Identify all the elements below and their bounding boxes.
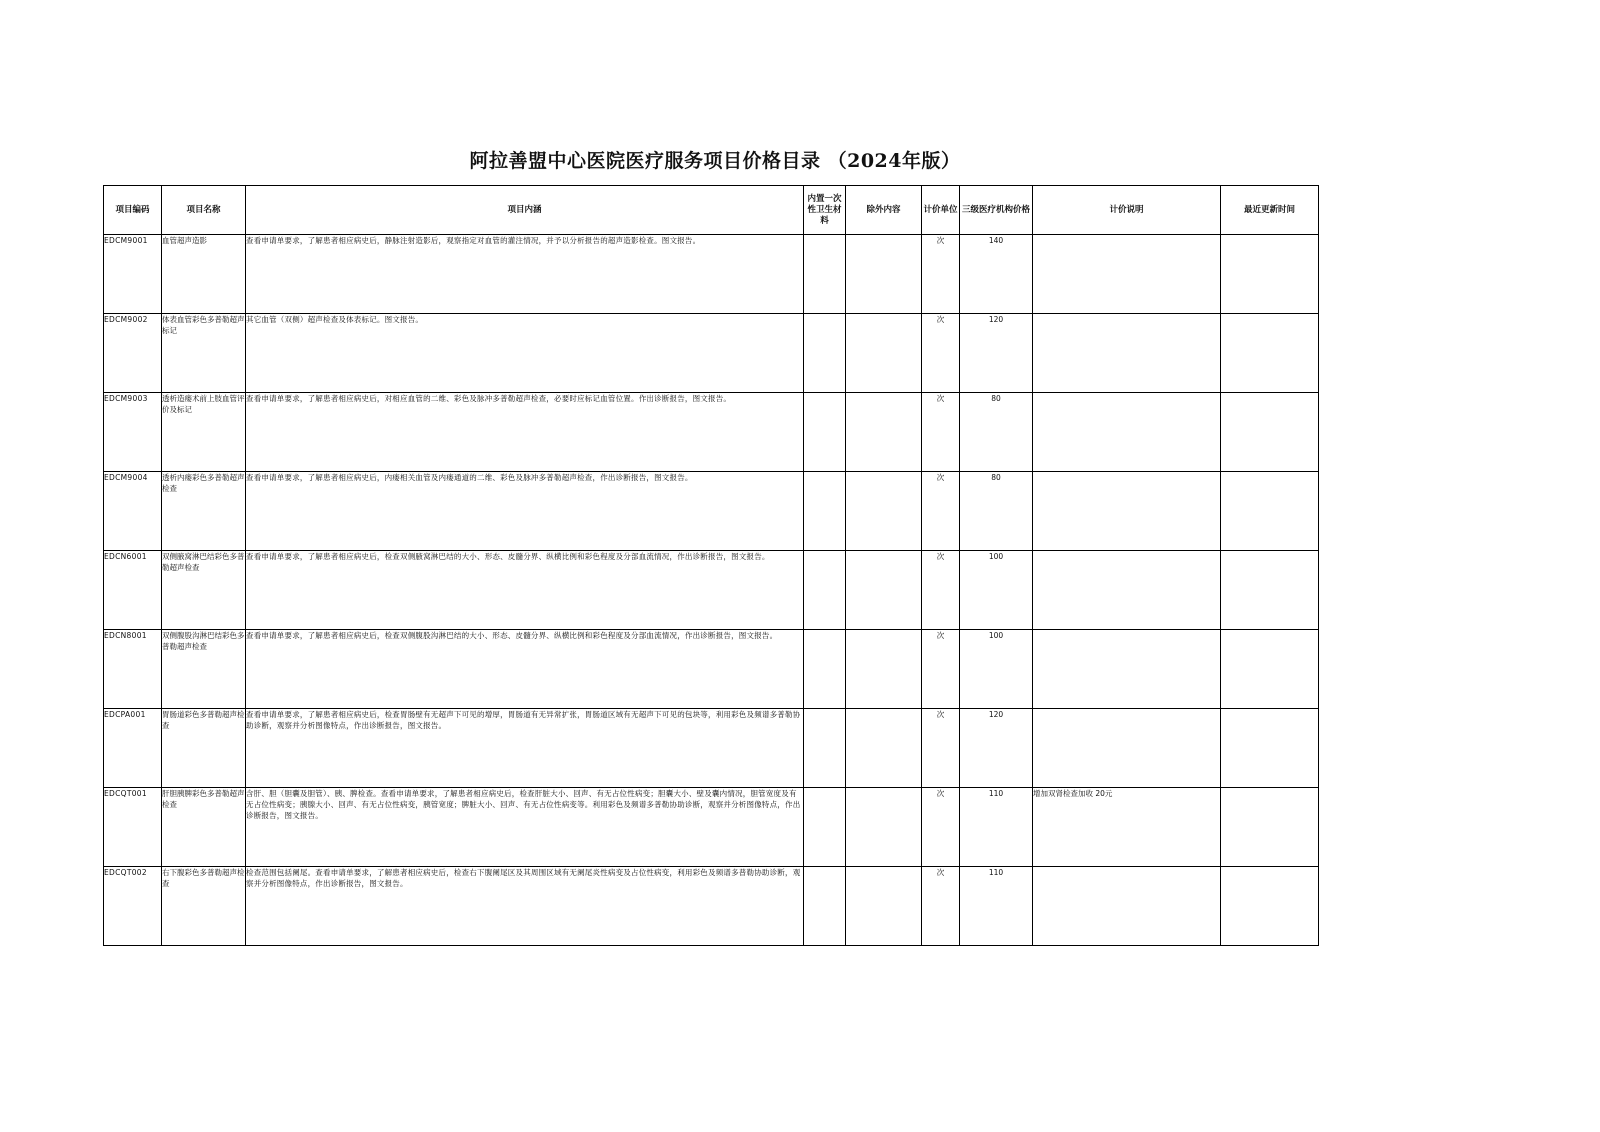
- table-row: [104, 709, 1319, 788]
- header-content: 项目内涵: [246, 186, 804, 235]
- item-content: 检查范围包括阑尾。查看申请单要求，了解患者相应病史后，检查右下腹阑尾区及其周围区域有无阑尾炎性病变及占位性病变，利用彩色及频谱多普勒协助诊断，观察并分析图像特点，作出诊断报告，图文报告。: [246, 867, 804, 946]
- item-content: 查看申请单要求，了解患者相应病史后，检查胃肠壁有无超声下可见的增厚，胃肠道有无异常扩张，胃肠道区域有无超声下可见的包块等，利用彩色及频谱多普勒协助诊断，观察并分析图像特点，作出诊断报告，图文报告。: [246, 709, 804, 788]
- item-content: 其它血管（双侧）超声检查及体表标记。图文报告。: [246, 314, 804, 393]
- item-materials: [804, 709, 846, 788]
- item-code: EDCM9004: [104, 472, 162, 551]
- header-updated: 最近更新时间: [1221, 186, 1319, 235]
- table-row: [104, 393, 1319, 472]
- item-name: 体表血管彩色多普勒超声标记: [162, 314, 246, 393]
- item-unit: 次: [922, 867, 960, 946]
- item-price: 140: [960, 235, 1033, 314]
- item-materials: [804, 472, 846, 551]
- item-name: 透析造瘘术前上肢血管评价及标记: [162, 393, 246, 472]
- item-code: EDCQT001: [104, 788, 162, 867]
- header-unit: 计价单位: [922, 186, 960, 235]
- item-price: 110: [960, 788, 1033, 867]
- item-excluded: [846, 551, 922, 630]
- item-materials: [804, 788, 846, 867]
- item-content: 查看申请单要求，了解患者相应病史后，检查双侧腹股沟淋巴结的大小、形态、皮髓分界、纵横比例和彩色程度及分部血流情况，作出诊断报告，图文报告。: [246, 630, 804, 709]
- item-materials: [804, 630, 846, 709]
- item-code: EDCPA001: [104, 709, 162, 788]
- item-excluded: [846, 630, 922, 709]
- item-unit: 次: [922, 630, 960, 709]
- item-name: 血管超声造影: [162, 235, 246, 314]
- item-note: [1033, 314, 1221, 393]
- item-content: 查看申请单要求，了解患者相应病史后，内瘘相关血管及内瘘通道的二维、彩色及脉冲多普勒超声检查，作出诊断报告，图文报告。: [246, 472, 804, 551]
- item-updated: [1221, 472, 1319, 551]
- item-materials: [804, 551, 846, 630]
- item-code: EDCM9001: [104, 235, 162, 314]
- price-table: [103, 185, 1319, 946]
- header-code: 项目编码: [104, 186, 162, 235]
- document-title: 阿拉善盟中心医院医疗服务项目价格目录 （2024年版）: [469, 150, 961, 172]
- item-excluded: [846, 314, 922, 393]
- table-row: [104, 630, 1319, 709]
- item-excluded: [846, 867, 922, 946]
- item-code: EDCN8001: [104, 630, 162, 709]
- item-content: 含肝、胆（胆囊及胆管）、胰、脾检查。查看申请单要求，了解患者相应病史后，检查肝脏大小、回声、有无占位性病变；胆囊大小、壁及囊内情况，胆管宽度及有无占位性病变；胰腺大小、回声、有无占位性病变，胰管宽度；脾脏大小、回声、有无占位性病变等。利用彩色及频谱多普勒协助诊断，观察并分析图像特点，作出诊断报告，图文报告。: [246, 788, 804, 867]
- item-price: 80: [960, 393, 1033, 472]
- item-updated: [1221, 630, 1319, 709]
- item-unit: 次: [922, 709, 960, 788]
- item-unit: 次: [922, 472, 960, 551]
- item-price: 120: [960, 314, 1033, 393]
- item-materials: [804, 393, 846, 472]
- item-updated: [1221, 393, 1319, 472]
- item-unit: 次: [922, 551, 960, 630]
- item-price: 100: [960, 630, 1033, 709]
- item-code: EDCM9002: [104, 314, 162, 393]
- header-name: 项目名称: [162, 186, 246, 235]
- item-materials: [804, 867, 846, 946]
- item-materials: [804, 314, 846, 393]
- item-updated: [1221, 551, 1319, 630]
- item-excluded: [846, 709, 922, 788]
- table-row: [104, 788, 1319, 867]
- item-updated: [1221, 709, 1319, 788]
- item-excluded: [846, 472, 922, 551]
- header-materials: 内置一次性卫生材料: [804, 186, 846, 235]
- item-code: EDCN6001: [104, 551, 162, 630]
- item-unit: 次: [922, 393, 960, 472]
- item-name: 双侧腹股沟淋巴结彩色多普勒超声检查: [162, 630, 246, 709]
- item-excluded: [846, 235, 922, 314]
- item-name: 胃肠道彩色多普勒超声检查: [162, 709, 246, 788]
- item-price: 80: [960, 472, 1033, 551]
- item-updated: [1221, 314, 1319, 393]
- item-code: EDCQT002: [104, 867, 162, 946]
- item-note: [1033, 867, 1221, 946]
- item-name: 双侧腋窝淋巴结彩色多普勒超声检查: [162, 551, 246, 630]
- item-note: [1033, 472, 1221, 551]
- item-content: 查看申请单要求，了解患者相应病史后，检查双侧腋窝淋巴结的大小、形态、皮髓分界、纵横比例和彩色程度及分部血流情况，作出诊断报告，图文报告。: [246, 551, 804, 630]
- item-price: 120: [960, 709, 1033, 788]
- item-excluded: [846, 393, 922, 472]
- item-content: 查看申请单要求，了解患者相应病史后，对相应血管的二维、彩色及脉冲多普勒超声检查，必要时应标记血管位置。作出诊断报告，图文报告。: [246, 393, 804, 472]
- header-excluded: 除外内容: [846, 186, 922, 235]
- item-code: EDCM9003: [104, 393, 162, 472]
- item-updated: [1221, 235, 1319, 314]
- item-note: [1033, 551, 1221, 630]
- item-unit: 次: [922, 314, 960, 393]
- item-note: 增加双肾检查加收 20元: [1033, 788, 1221, 867]
- table-row: [104, 472, 1319, 551]
- item-updated: [1221, 788, 1319, 867]
- header-note: 计价说明: [1033, 186, 1221, 235]
- item-name: 右下腹彩色多普勒超声检查: [162, 867, 246, 946]
- item-note: [1033, 393, 1221, 472]
- item-price: 100: [960, 551, 1033, 630]
- table-row: [104, 551, 1319, 630]
- item-materials: [804, 235, 846, 314]
- header-price: 三级医疗机构价格: [960, 186, 1033, 235]
- item-note: [1033, 709, 1221, 788]
- table-header-row: [104, 186, 1319, 235]
- item-name: 透析内瘘彩色多普勒超声检查: [162, 472, 246, 551]
- item-unit: 次: [922, 235, 960, 314]
- item-note: [1033, 235, 1221, 314]
- item-updated: [1221, 867, 1319, 946]
- item-excluded: [846, 788, 922, 867]
- table-row: [104, 314, 1319, 393]
- item-name: 肝胆胰脾彩色多普勒超声检查: [162, 788, 246, 867]
- item-price: 110: [960, 867, 1033, 946]
- item-note: [1033, 630, 1221, 709]
- item-unit: 次: [922, 788, 960, 867]
- table-row: [104, 235, 1319, 314]
- item-content: 查看申请单要求，了解患者相应病史后，静脉注射造影后，观察指定对血管的灌注情况，并予以分析报告的超声造影检查。图文报告。: [246, 235, 804, 314]
- table-row: [104, 867, 1319, 946]
